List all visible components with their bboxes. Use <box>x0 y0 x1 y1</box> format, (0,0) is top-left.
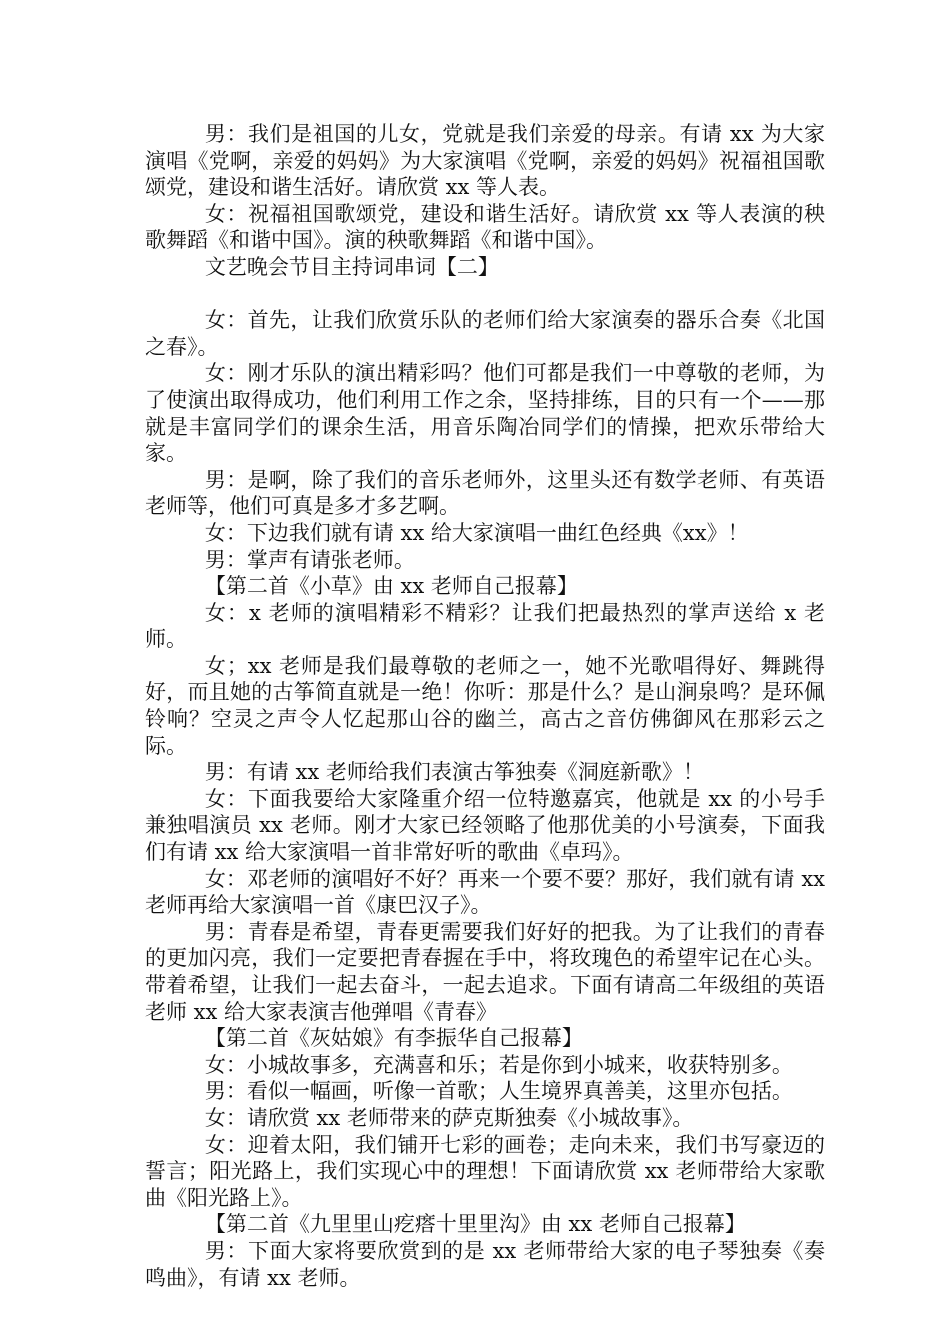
paragraph: 女：小城故事多，充满喜和乐；若是你到小城来，收获特别多。 <box>204 1052 793 1077</box>
paragraph: 男：是啊，除了我们的音乐老师外，这里头还有数学老师、有英语老师等，他们可真是多才多艺啊。 <box>145 467 825 519</box>
paragraph: 女：刚才乐队的演出精彩吗？他们可都是我们一中尊敬的老师，为了使演出取得成功，他们利用工作之余，坚持排练，目的只有一个——那就是丰富同学们的课余生活，用音乐陶冶同学们的情操，把欢乐带给大家。 <box>145 361 825 466</box>
program-note: 【第二首《九里里山疙瘩十里里沟》由 xx 老师自己报幕】 <box>204 1212 746 1237</box>
blank-line <box>145 281 825 308</box>
paragraph: 女：x 老师的演唱精彩不精彩？让我们把最热烈的掌声送给 x 老师。 <box>145 600 825 652</box>
document-body <box>145 121 825 1291</box>
paragraph: 女：邓老师的演唱好不好？再来一个要不要？那好，我们就有请 xx 老师再给大家演唱一首《康巴汉子》。 <box>145 866 825 918</box>
paragraph: 女：祝福祖国歌颂党，建设和谐生活好。请欣赏 xx 等人表演的秧歌舞蹈《和谐中国》。演的秧歌舞蹈《和谐中国》。 <box>145 201 825 253</box>
paragraph: 女；xx 老师是我们最尊敬的老师之一，她不光歌唱得好、舞跳得好，而且她的古筝简直就是一绝！你听：那是什么？是山涧泉鸣？是环佩铃响？空灵之声令人忆起那山谷的幽兰，高古之音仿佛御风在那彩云之际。 <box>145 653 825 758</box>
paragraph: 男：掌声有请张老师。 <box>204 547 415 572</box>
paragraph: 女：首先，让我们欣赏乐队的老师们给大家演奏的器乐合奏《北国之春》。 <box>145 308 825 359</box>
paragraph: 女：请欣赏 xx 老师带来的萨克斯独奏《小城故事》。 <box>204 1105 694 1130</box>
paragraph: 女：迎着太阳，我们铺开七彩的画卷；走向未来，我们书写豪迈的誓言；阳光路上，我们实现心中的理想！下面请欣赏 xx 老师带给大家歌曲《阳光路上》。 <box>145 1132 825 1210</box>
program-note: 【第二首《灰姑娘》有李振华自己报幕】 <box>204 1026 583 1051</box>
paragraph: 男：下面大家将要欣赏到的是 xx 老师带给大家的电子琴独奏《奏鸣曲》，有请 xx 老师。 <box>145 1238 825 1290</box>
paragraph: 女：下边我们就有请 xx 给大家演唱一曲红色经典《xx》！ <box>204 520 749 545</box>
program-note: 【第二首《小草》由 xx 老师自己报幕】 <box>204 574 578 599</box>
paragraph: 男：有请 xx 老师给我们表演古筝独奏《洞庭新歌》！ <box>204 760 704 785</box>
paragraph: 男：我们是祖国的儿女，党就是我们亲爱的母亲。有请 xx 为大家演唱《党啊，亲爱的妈妈》为大家演唱《党啊，亲爱的妈妈》祝福祖国歌颂党，建设和谐生活好。请欣赏 xx 等人表。 <box>145 122 825 200</box>
paragraph: 男：看似一幅画，听像一首歌；人生境界真善美，这里亦包括。 <box>204 1079 793 1104</box>
section-heading: 文艺晚会节目主持词串词【二】 <box>204 254 499 279</box>
paragraph: 女：下面我要给大家隆重介绍一位特邀嘉宾，他就是 xx 的小号手兼独唱演员 xx 老师。刚才大家已经领略了他那优美的小号演奏，下面我们有请 xx 给大家演唱一首非常好听的歌曲《卓玛》。 <box>145 786 825 865</box>
paragraph: 男：青春是希望，青春更需要我们好好的把我。为了让我们的青春的更加闪亮，我们一定要把青春握在手中，将玫瑰色的希望牢记在心头。带着希望，让我们一起去奋斗，一起去追求。下面有请高二年级组的英语老师 xx 给大家表演吉他弹唱《青春》 <box>145 919 825 1024</box>
